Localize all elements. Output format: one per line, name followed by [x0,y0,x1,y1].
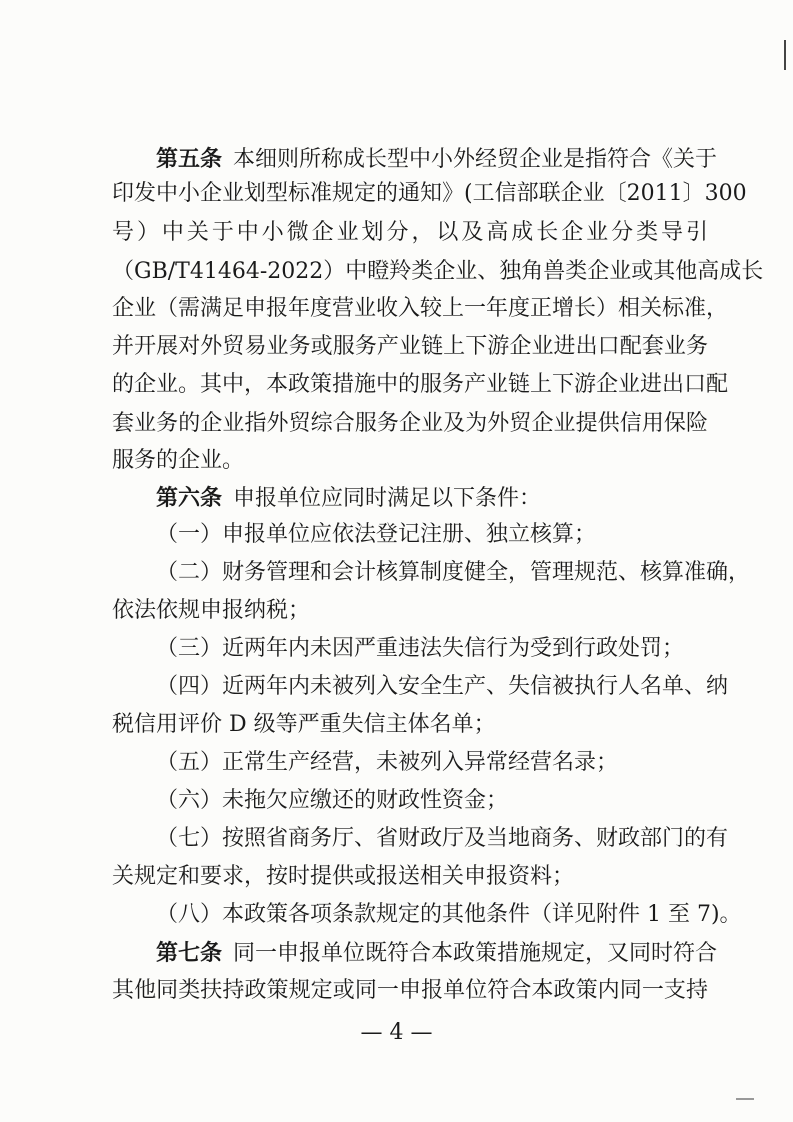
article-5-line-3: 号）中关于中小微企业划分，以及高成长企业分类导引 [112,220,708,245]
condition-6: （六）未拖欠应缴还的财政性资金； [156,788,509,813]
article-5-line-4: （GB/T41464-2022）中瞪羚类企业、独角兽类企业或其他高成长 [112,259,764,284]
article-7-text: 同一申报单位既符合本政策措施规定，又同时符合 [233,941,718,966]
scan-speck [736,1098,754,1100]
condition-2-line-2: 依法依规申报纳税； [112,598,311,623]
article-6-intro-line [156,483,708,513]
scan-edge-mark [784,40,786,70]
article-5-line-9: 服务的企业。 [112,448,245,473]
page-number: — 4 — [360,1020,433,1045]
condition-4-line-1: （四）近两年内未被列入安全生产、失信被执行人名单、纳 [156,674,729,699]
condition-5: （五）正常生产经营，未被列入异常经营名录； [156,750,619,775]
article-5-line-6: 并开展对外贸易业务或服务产业链上下游企业进出口配套业务 [112,334,708,359]
article-7-line-2: 其他同类扶持政策规定或同一申报单位符合本政策内同一支持 [112,978,708,1003]
article-5-line-2: 印发中小企业划型标准规定的通知》(工信部联企业〔2011〕300 [112,181,747,206]
condition-3: （三）近两年内未因严重违法失信行为受到行政处罚； [156,636,685,661]
article-6-intro: 申报单位应同时满足以下条件： [233,486,542,511]
article-7-line-1 [156,938,718,968]
condition-4-line-2: 税信用评价 D 级等严重失信主体名单； [112,712,496,737]
article-5-line-8: 套业务的企业指外贸综合服务企业及为外贸企业提供信用保险 [112,411,708,436]
condition-7-line-1: （七）按照省商务厅、省财政厅及当地商务、财政部门的有 [156,826,729,851]
condition-7-line-2: 关规定和要求，按时提供或报送相关申报资料； [112,864,575,889]
article-5-heading: 第五条 [156,146,223,172]
article-5-line-1 [156,144,718,174]
article-6-heading: 第六条 [156,485,223,511]
condition-2-line-1: （二）财务管理和会计核算制度健全，管理规范、核算准确， [156,560,751,585]
condition-8: （八）本政策各项条款规定的其他条件（详见附件 1 至 7)。 [156,902,742,927]
article-5-text: 本细则所称成长型中小外经贸企业是指符合《关于 [233,147,718,172]
article-5-line-5: 企业（需满足申报年度营业收入较上一年度正增长）相关标准， [112,296,729,321]
condition-1: （一）申报单位应依法登记注册、独立核算； [156,522,597,547]
article-7-heading: 第七条 [156,940,223,966]
article-5-line-7: 的企业。其中，本政策措施中的服务产业链上下游企业进出口配 [112,372,729,397]
